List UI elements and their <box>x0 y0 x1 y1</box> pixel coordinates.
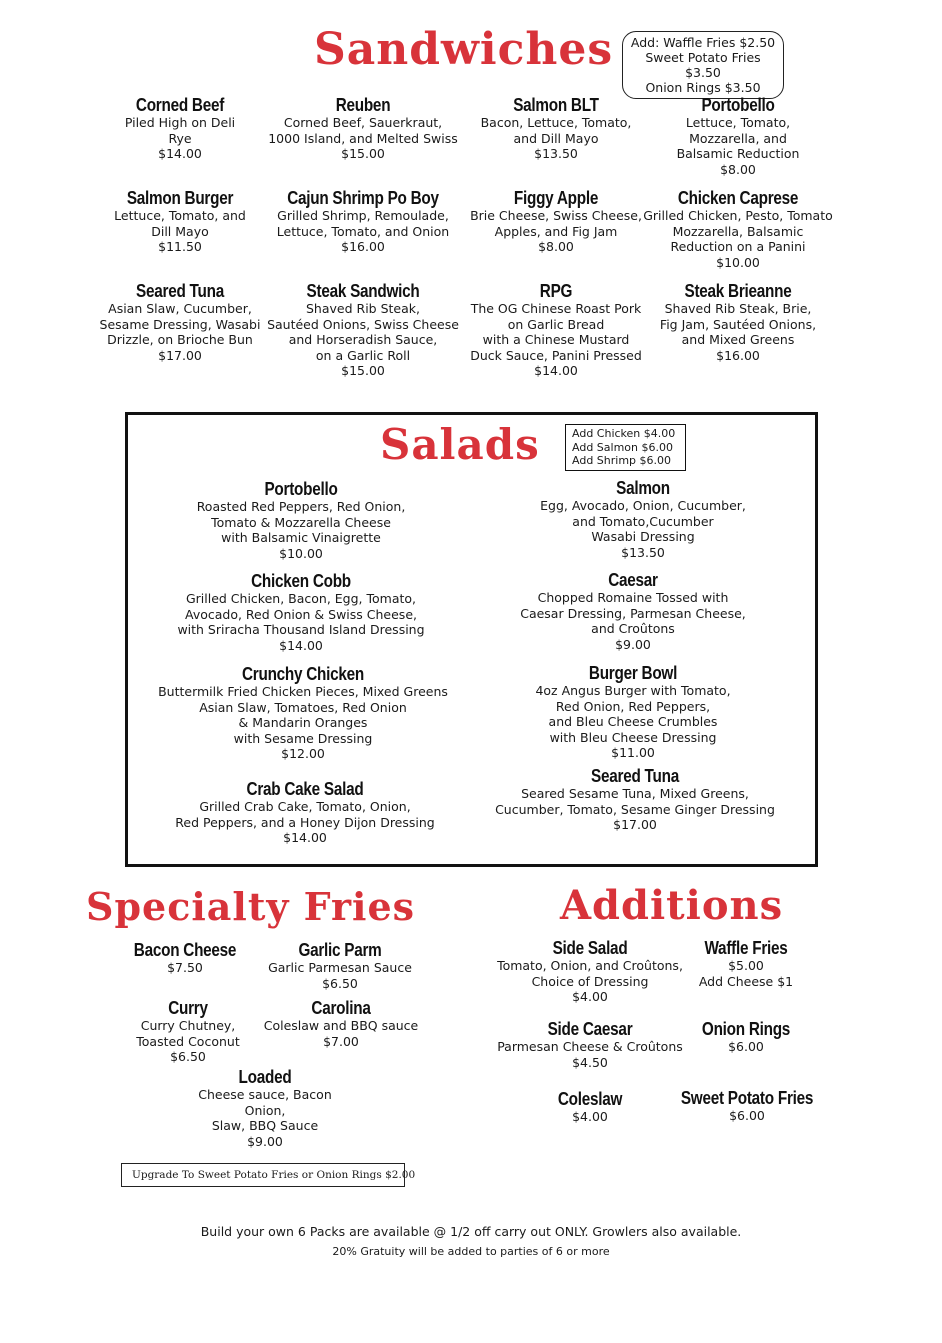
item-desc: Roasted Red Peppers, Red Onion, Tomato & Mozzarella Cheese with Balsamic Vinaigrette <box>196 499 406 545</box>
item-desc: Grilled Crab Cake, Tomato, Onion, Red Peppers, and a Honey Dijon Dressing <box>175 799 435 830</box>
item-desc: Brie Cheese, Swiss Cheese, Apples, and Fig Jam <box>470 208 642 239</box>
item-name: Crunchy Chicken <box>241 664 365 684</box>
item-name: Seared Tuna <box>136 281 224 301</box>
addon-line: Add: Waffle Fries $2.50 <box>630 35 776 50</box>
menu-item <box>160 571 442 653</box>
menu-item <box>90 188 270 255</box>
item-price: $14.00 <box>534 363 578 378</box>
additions-title: Additions <box>560 882 784 929</box>
item-price: $8.00 <box>720 161 756 177</box>
item-price: $14.00 <box>158 146 202 161</box>
menu-item <box>492 1019 688 1070</box>
item-price: $7.00 <box>323 1033 359 1049</box>
menu-item <box>512 478 774 560</box>
item-name: Coleslaw <box>557 1089 623 1109</box>
item-desc: Buttermilk Fried Chicken Pieces, Mixed Greens Asian Slaw, Tomatoes, Red Onion & Mandarin Oranges with Sesame Dressing <box>158 684 448 746</box>
item-name: Curry <box>168 998 208 1018</box>
item-name: Salmon BLT <box>513 95 599 115</box>
item-name: Garlic Parm <box>298 940 382 960</box>
item-name: Seared Tuna <box>591 766 679 786</box>
item-price: $11.00 <box>611 745 655 760</box>
item-name: Salmon Burger <box>126 188 234 208</box>
item-name: Chicken Cobb <box>251 571 351 591</box>
item-name: Steak Brieanne <box>684 281 792 301</box>
addon-line: Onion Rings $3.50 <box>645 80 761 95</box>
menu-item <box>466 188 646 255</box>
menu-item <box>648 95 828 177</box>
item-price: $9.00 <box>247 1133 283 1149</box>
specialty-fries-title: Specialty Fries <box>86 884 416 929</box>
item-desc: The OG Chinese Roast Pork on Garlic Bread with a Chinese Mustard Duck Sauce, Panini Pressed <box>470 301 642 363</box>
item-name: Carolina <box>311 998 371 1018</box>
item-name: Side Caesar <box>547 1019 633 1039</box>
menu-item <box>120 998 256 1065</box>
salads-title: Salads <box>380 420 540 469</box>
item-desc: Coleslaw and BBQ sauce <box>263 1018 419 1033</box>
item-price: $15.00 <box>341 146 385 161</box>
item-desc: Seared Sesame Tuna, Mixed Greens, Cucumber, Tomato, Sesame Ginger Dressing <box>495 786 775 817</box>
menu-item <box>490 938 690 1005</box>
item-desc: Bacon, Lettuce, Tomato, and Dill Mayo <box>480 115 632 146</box>
menu-item <box>664 1088 830 1124</box>
item-name: Corned Beef <box>135 95 225 115</box>
menu-item <box>648 281 828 363</box>
item-price: $16.00 <box>716 347 760 363</box>
menu-item <box>640 188 836 270</box>
item-price: $10.00 <box>279 545 323 561</box>
menu-item <box>502 663 764 761</box>
item-name: Side Salad <box>552 938 628 958</box>
menu-item <box>170 479 432 561</box>
item-price: $4.50 <box>572 1054 608 1070</box>
menu-item <box>502 570 764 652</box>
item-desc: Grilled Chicken, Pesto, Tomato Mozzarella, Balsamic Reduction on a Panini <box>643 208 833 254</box>
menu-item <box>256 998 426 1049</box>
item-name: Loaded <box>238 1067 292 1087</box>
item-name: Sweet Potato Fries <box>680 1088 814 1108</box>
item-desc: Shaved Rib Steak, Brie, Fig Jam, Sautéed Onions, and Mixed Greens <box>659 301 817 347</box>
item-price: $14.00 <box>279 637 323 653</box>
item-desc: Egg, Avocado, Onion, Cucumber, and Tomato,Cucumber Wasabi Dressing <box>540 498 746 544</box>
item-name: Figgy Apple <box>513 188 599 208</box>
item-price: $6.50 <box>170 1049 206 1064</box>
menu-item <box>263 281 463 379</box>
item-price: $10.00 <box>716 254 760 270</box>
item-price: $15.00 <box>341 363 385 378</box>
item-desc: Piled High on Deli Rye <box>124 115 236 146</box>
addon-line: Add Shrimp $6.00 <box>572 454 672 467</box>
item-price: $5.00 Add Cheese $1 <box>698 958 794 989</box>
item-price: $4.00 <box>572 1109 608 1124</box>
item-price: $6.00 <box>729 1108 765 1123</box>
menu-item <box>90 95 270 162</box>
footer-gratuity: 20% Gratuity will be added to parties of 6 or more <box>332 1245 610 1258</box>
item-desc: Garlic Parmesan Sauce <box>268 960 412 975</box>
item-name: Burger Bowl <box>588 663 678 683</box>
item-price: $11.50 <box>158 239 202 254</box>
item-desc: Lettuce, Tomato, Mozzarella, and Balsamic Reduction <box>676 115 800 161</box>
item-desc: Chopped Romaine Tossed with Caesar Dressing, Parmesan Cheese, and Croûtons <box>520 590 746 636</box>
menu-item <box>110 940 260 976</box>
item-desc: Lettuce, Tomato, and Dill Mayo <box>114 208 246 239</box>
menu-item <box>165 779 445 846</box>
item-name: Reuben <box>335 95 391 115</box>
item-price: $16.00 <box>341 239 385 254</box>
item-name: Onion Rings <box>701 1019 791 1039</box>
item-name: Steak Sandwich <box>306 281 420 301</box>
item-desc: Asian Slaw, Cucumber, Sesame Dressing, Wasabi Drizzle, on Brioche Bun <box>99 301 261 347</box>
item-name: Bacon Cheese <box>133 940 237 960</box>
item-price: $17.00 <box>158 347 202 363</box>
menu-item <box>190 1067 340 1149</box>
item-desc: Cheese sauce, Bacon Onion, Slaw, BBQ Sauce <box>198 1087 332 1133</box>
item-name: Salmon <box>616 478 670 498</box>
menu-item <box>530 1089 650 1125</box>
item-name: Chicken Caprese <box>677 188 799 208</box>
menu-item <box>150 664 456 762</box>
salad-addons-box <box>565 424 686 471</box>
menu-item <box>680 938 812 989</box>
item-price: $13.50 <box>621 544 665 560</box>
item-price: $14.00 <box>283 830 327 845</box>
item-name: Crab Cake Salad <box>246 779 364 799</box>
menu-item <box>262 940 418 991</box>
item-price: $6.50 <box>322 975 358 991</box>
item-desc: Curry Chutney, Toasted Coconut <box>136 1018 240 1049</box>
sandwich-addons-box <box>622 31 784 99</box>
item-price: $9.00 <box>615 636 651 652</box>
item-name: Portobello <box>701 95 775 115</box>
menu-item <box>495 766 775 833</box>
item-desc: Shaved Rib Steak, Sautéed Onions, Swiss Cheese and Horseradish Sauce, on a Garlic Roll <box>267 301 459 363</box>
item-desc: Grilled Chicken, Bacon, Egg, Tomato, Avocado, Red Onion & Swiss Cheese, with Sriracha Thousand Island Dressing <box>177 591 425 637</box>
item-price: $13.50 <box>534 146 578 161</box>
footer-note: Build your own 6 Packs are available @ 1/2 off carry out ONLY. Growlers also available. <box>200 1224 742 1239</box>
menu-item <box>263 95 463 162</box>
item-price: $7.50 <box>167 960 203 975</box>
item-name: Cajun Shrimp Po Boy <box>287 188 439 208</box>
menu-item <box>466 281 646 379</box>
item-desc: 4oz Angus Burger with Tomato, Red Onion, Red Peppers, and Bleu Cheese Crumbles with Bleu Cheese Dressing <box>535 683 731 745</box>
item-name: Waffle Fries <box>704 938 788 958</box>
item-desc: Tomato, Onion, and Croûtons, Choice of Dressing <box>497 958 683 989</box>
menu-item <box>680 1019 812 1055</box>
item-name: RPG <box>539 281 573 301</box>
item-desc: Corned Beef, Sauerkraut, 1000 Island, and Melted Swiss <box>268 115 458 146</box>
item-name: Caesar <box>608 570 658 590</box>
menu-item <box>263 188 463 255</box>
item-price: $17.00 <box>613 817 657 832</box>
upgrade-note: Upgrade To Sweet Potato Fries or Onion Rings $2.00 <box>121 1163 405 1187</box>
item-price: $6.00 <box>728 1039 764 1054</box>
item-price: $8.00 <box>538 239 574 254</box>
item-desc: Grilled Shrimp, Remoulade, Lettuce, Tomato, and Onion <box>276 208 450 239</box>
addon-line: Sweet Potato Fries $3.50 <box>645 50 761 80</box>
menu-item <box>90 281 270 363</box>
item-name: Portobello <box>264 479 338 499</box>
item-desc: Parmesan Cheese & Croûtons <box>497 1039 683 1054</box>
addon-line: Add Salmon $6.00 <box>572 440 673 454</box>
item-price: $12.00 <box>281 746 325 761</box>
menu-item <box>466 95 646 162</box>
addon-line: Add Chicken $4.00 <box>572 427 676 440</box>
sandwiches-title: Sandwiches <box>314 24 614 75</box>
item-price: $4.00 <box>572 989 608 1004</box>
